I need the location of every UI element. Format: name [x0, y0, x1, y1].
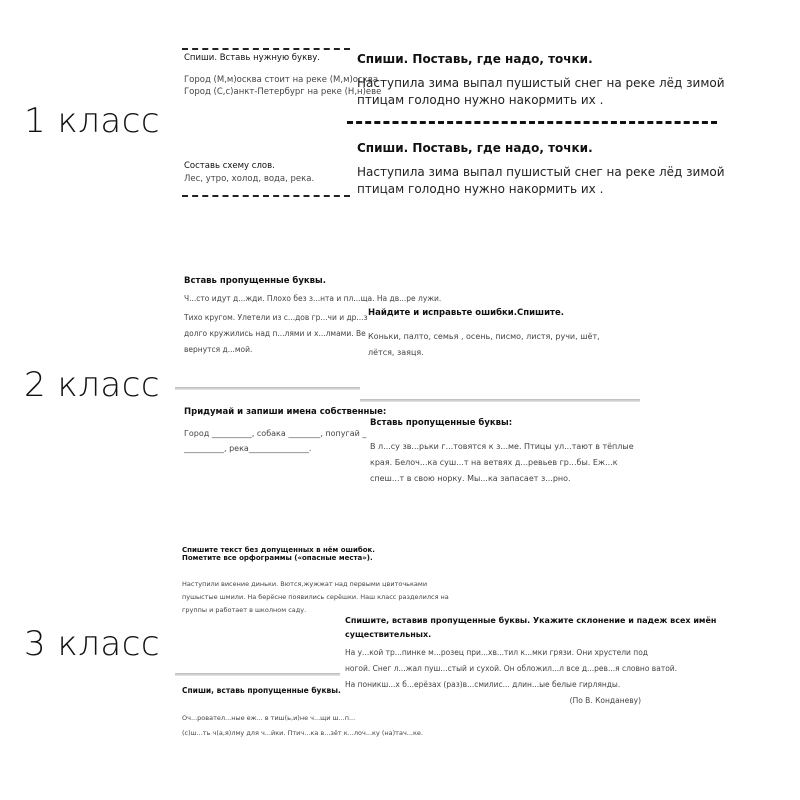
- card-title: существительных.: [345, 630, 432, 639]
- g1-right-bottom-card: [357, 141, 725, 198]
- card-line: долго кружились над п...лями и х...лмами. Ве: [184, 329, 366, 338]
- card-title: Пометите все орфограммы («опасные места»).: [182, 554, 373, 562]
- g1-left-bottom-card: [184, 161, 314, 184]
- divider-shadow: [175, 387, 360, 390]
- g2-left-top-card: [184, 276, 369, 286]
- card-line: пушыстые шмили. На берёсне появились серёшки. Наш класс разделился на: [182, 593, 449, 601]
- card-line: Лес, утро, холод, вода, река.: [184, 174, 315, 184]
- card-line: ногой. Снег л...жал пуш...стый и сухой. Он обложил...л все д...рев...я словно ватой.: [345, 664, 678, 673]
- card-title: Спишите, вставив пропущенные буквы. Укажите склонение и падеж всех имён: [345, 616, 717, 625]
- divider-dashed: [182, 48, 350, 50]
- divider-dashed: [182, 195, 350, 197]
- card-line: Коньки, палто, семья , осень, писмо, листя, ручи, шёт,: [368, 332, 600, 341]
- card-line: Ч...сто идут д...жди. Плохо без з...нта и пл...ща. На дв...ре лужи.: [184, 294, 442, 303]
- card-title: Найдите и исправьте ошибки.Спишите.: [368, 308, 564, 318]
- card-line: спеш...т в свою норку. Мы...ка запасает з...рно.: [370, 474, 571, 483]
- card-title: Придумай и запиши имена собственные:: [184, 407, 387, 417]
- card-line: Город (М,м)осква стоит на реке (М,м)осква: [184, 75, 379, 85]
- grade-2-label: 2 класс: [24, 365, 161, 405]
- card-line: птицам голодно нужно накормить их .: [357, 93, 604, 107]
- card-line: края. Белоч...ка суш...т на ветвях д...ревьев гр...бы. Еж...к: [370, 458, 618, 467]
- divider-shadow: [175, 673, 340, 676]
- card-line: птицам голодно нужно накормить их .: [357, 182, 604, 196]
- card-line: __________, река_______________.: [184, 444, 312, 453]
- card-line: В л...су зв...рьки г...товятся к з...ме. Птицы ул...тают в тёплые: [370, 442, 634, 451]
- card-title: Спиши. Вставь нужную букву.: [184, 53, 320, 63]
- g3-top-card: [182, 546, 449, 617]
- card-line: Оч...ровател...ные еж... в тиш(ь,и)не ч...щи ш...п...: [182, 714, 356, 722]
- card-title: Вставь пропущенные буквы.: [184, 276, 326, 286]
- divider-shadow: [360, 399, 640, 402]
- g2-left-bottom-card: [184, 407, 387, 453]
- card-title: Спиши. Поставь, где надо, точки.: [357, 141, 593, 155]
- card-line: Город __________, собака ________, попугай _: [184, 429, 367, 438]
- card-line: На у...кой тр...пинке м...розец при...хв...тил к...мки грязи. Они хрустели под: [345, 648, 648, 657]
- g3-bottom-card: [182, 686, 341, 695]
- card-title: Спиши, вставь пропущенные буквы.: [182, 686, 341, 695]
- card-line: (с)ш...ть ч(а,я)лму для ч...йки. Птич...ка в...зёт к...лоч...ку (на)тач...ке.: [182, 729, 423, 737]
- grade-1-label: 1 класс: [24, 101, 161, 141]
- g2-left-top-lines: [184, 310, 368, 358]
- card-title: Спиши. Поставь, где надо, точки.: [357, 52, 593, 66]
- g1-left-top-card: [184, 53, 381, 97]
- g1-right-top-card: [357, 52, 725, 109]
- card-line: вернутся д...мой.: [184, 345, 253, 354]
- card-line: Наступила зима выпал пушистый снег на реке лёд зимой: [357, 165, 725, 179]
- card-title: Спишите текст без допущенных в нём ошибок.: [182, 546, 375, 554]
- grade-3-label: 3 класс: [24, 624, 161, 664]
- card-title: Вставь пропущенные буквы:: [370, 418, 513, 428]
- card-line: Наступили висение диньки. Вются,жужжат над первыми цвиточьками: [182, 580, 428, 588]
- card-line: лётся, заяця.: [368, 348, 424, 357]
- card-line: группы и работает в школном саду.: [182, 606, 307, 614]
- g2-right-top-card: [368, 308, 600, 361]
- card-title: Составь схему слов.: [184, 161, 275, 171]
- card-line: Город (С,с)анкт-Петербург на реке (Н,н)еве: [184, 87, 382, 97]
- card-line: Наступила зима выпал пушистый снег на реке лёд зимой: [357, 76, 725, 90]
- g3-right-card: [345, 616, 717, 709]
- card-author: (По В. Конданеву): [569, 696, 641, 705]
- divider-dashed: [347, 121, 717, 124]
- g2-right-bottom-card: [370, 418, 634, 487]
- card-line: Тихо кругом. Улетели из с...дов гр...чи и др...з: [184, 313, 368, 322]
- card-line: На поникш...х б...ерёзах (раз)в...смилис... длин...ые белые гирлянды.: [345, 680, 621, 689]
